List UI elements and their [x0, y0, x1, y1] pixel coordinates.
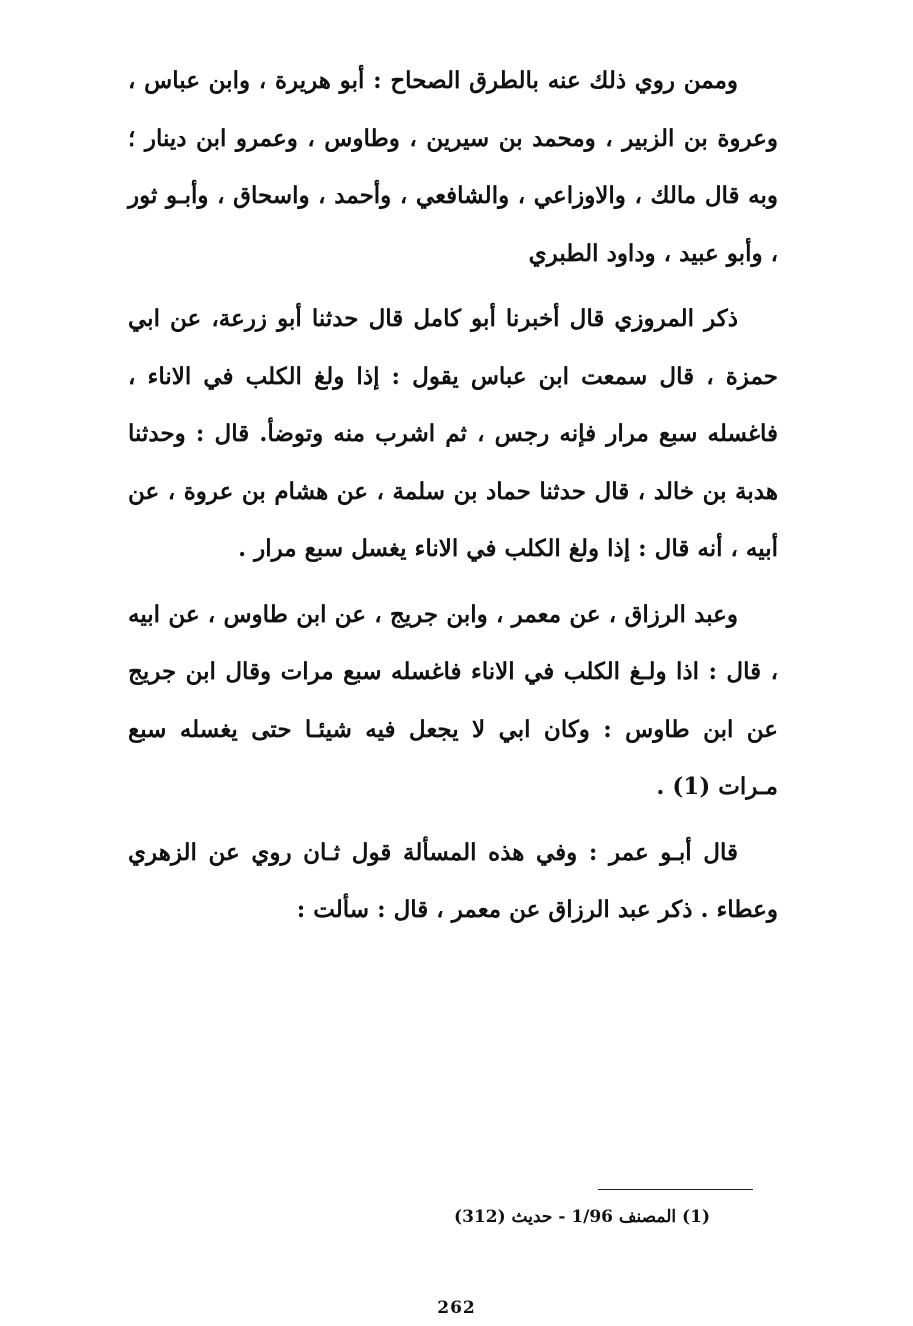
footnote: (1) المصنف 1/96 - حديث (312)	[454, 1207, 710, 1227]
main-text	[128, 52, 778, 939]
footnote-divider	[598, 1189, 753, 1190]
paragraph-2: ذكر المروزي قال أخبرنا أبو كامل قال حدثنا أبو زرعة، عن ابي حمزة ، قال سمعت ابن عباس يقول : إذا ولغ الكلب في الاناء ، فاغسله سبع مرار فإنه رجس ، ثم اشرب منه وتوضأ. قال : وحدثنا هدبة بن خالد ، قال حدثنا حماد بن سلمة ، عن هشام بن عروة ، عن أبيه ، أنه قال : إذا ولغ الكلب في الاناء يغسل سبع مرار .	[128, 305, 778, 562]
paragraph-3: وعبد الرزاق ، عن معمر ، وابن جريج ، عن ابن طاوس ، عن ابيه ، قال : اذا ولـغ الكلب في الاناء فاغسله سبع مرات وقال ابن جريج عن ابن طاوس : وكان ابي لا يجعل فيه شيئـا حتى يغسله سبع مـرات (1) .	[128, 600, 778, 800]
page-number: 262	[437, 1298, 476, 1318]
paragraph-1: وممن روي ذلك عنه بالطرق الصحاح : أبو هريرة ، وابن عباس ، وعروة بن الزبير ، ومحمد بن سيرين ، وطاوس ، وعمرو ابن دينار ؛ وبه قال مالك ، والاوزاعي ، والشافعي ، وأحمد ، واسحاق ، وأبـو ثور ، وأبو عبيد ، وداود الطبري	[128, 67, 778, 267]
paragraph-4: قال أبـو عمر : وفي هذه المسألة قول ثـان روي عن الزهري وعطاء . ذكر عبد الرزاق عن معمر ، قال : سألت :	[128, 838, 778, 923]
